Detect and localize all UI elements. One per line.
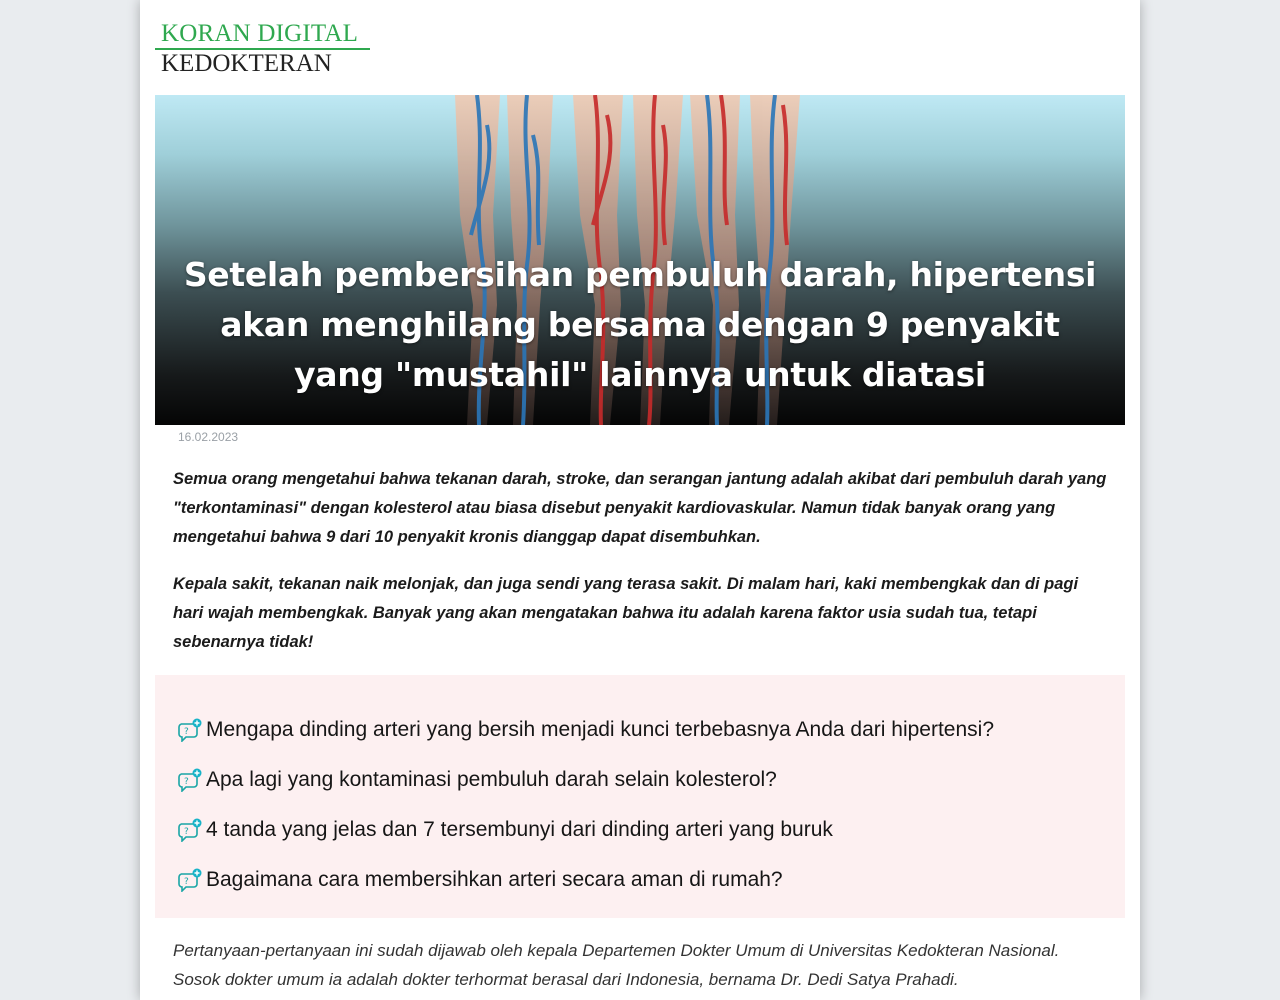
logo-line-1: KORAN DIGITAL: [155, 20, 370, 50]
svg-text:?: ?: [184, 727, 189, 737]
question-text: Apa lagi yang kontaminasi pembuluh darah selain kolesterol?: [206, 768, 777, 791]
question-item: [177, 705, 1125, 755]
question-item: [177, 855, 1125, 905]
question-chat-icon: [177, 868, 203, 892]
site-logo[interactable]: [155, 20, 370, 78]
article-lead: [173, 465, 1108, 675]
logo-line-2: KEDOKTERAN: [161, 50, 332, 77]
question-chat-icon: [177, 718, 203, 742]
svg-text:?: ?: [184, 777, 189, 787]
question-text: Bagaimana cara membersihkan arteri secara aman di rumah?: [206, 868, 783, 891]
svg-text:?: ?: [184, 827, 189, 837]
question-item: [177, 755, 1125, 805]
question-item: [177, 805, 1125, 855]
lead-paragraph: Kepala sakit, tekanan naik melonjak, dan juga sendi yang terasa sakit. Di malam hari, kaki membengkak dan di pagi hari wajah membengkak. Banyak yang akan mengatakan bahwa itu adalah karena faktor usia sudah tua, tetapi sebenarnya tidak!: [173, 575, 1079, 651]
question-box: [155, 675, 1125, 918]
lead-paragraph: Semua orang mengetahui bahwa tekanan darah, stroke, dan serangan jantung adalah akibat dari pembuluh darah yang "terkontaminasi" dengan kolesterol atau biasa disebut penyakit kardiovaskular. Namun tidak banyak orang yang mengetahui bahwa 9 dari 10 penyakit kronis dianggap dapat disembuhkan.: [173, 470, 1107, 546]
answer-paragraph: Pertanyaan-pertanyaan ini sudah dijawab oleh kepala Departemen Dokter Umum di Universitas Kedokteran Nasional. Sosok dokter umum ia adalah dokter terhormat berasal dari Indonesia, bernama Dr. Dedi Satya Prahadi.: [173, 941, 1060, 989]
question-text: Mengapa dinding arteri yang bersih menjadi kunci terbebasnya Anda dari hipertensi?: [206, 718, 995, 741]
svg-text:?: ?: [184, 877, 189, 887]
article-page: [140, 0, 1140, 1000]
question-chat-icon: [177, 768, 203, 792]
question-chat-icon: [177, 818, 203, 842]
article-headline: Setelah pembersihan pembuluh darah, hipertensi akan menghilang bersama dengan 9 penyakit yang "mustahil" lainnya untuk diatasi: [183, 255, 1097, 394]
question-text: 4 tanda yang jelas dan 7 tersembunyi dari dinding arteri yang buruk: [206, 818, 833, 841]
hero-banner: [155, 95, 1125, 425]
publish-date: 16.02.2023: [178, 430, 239, 444]
